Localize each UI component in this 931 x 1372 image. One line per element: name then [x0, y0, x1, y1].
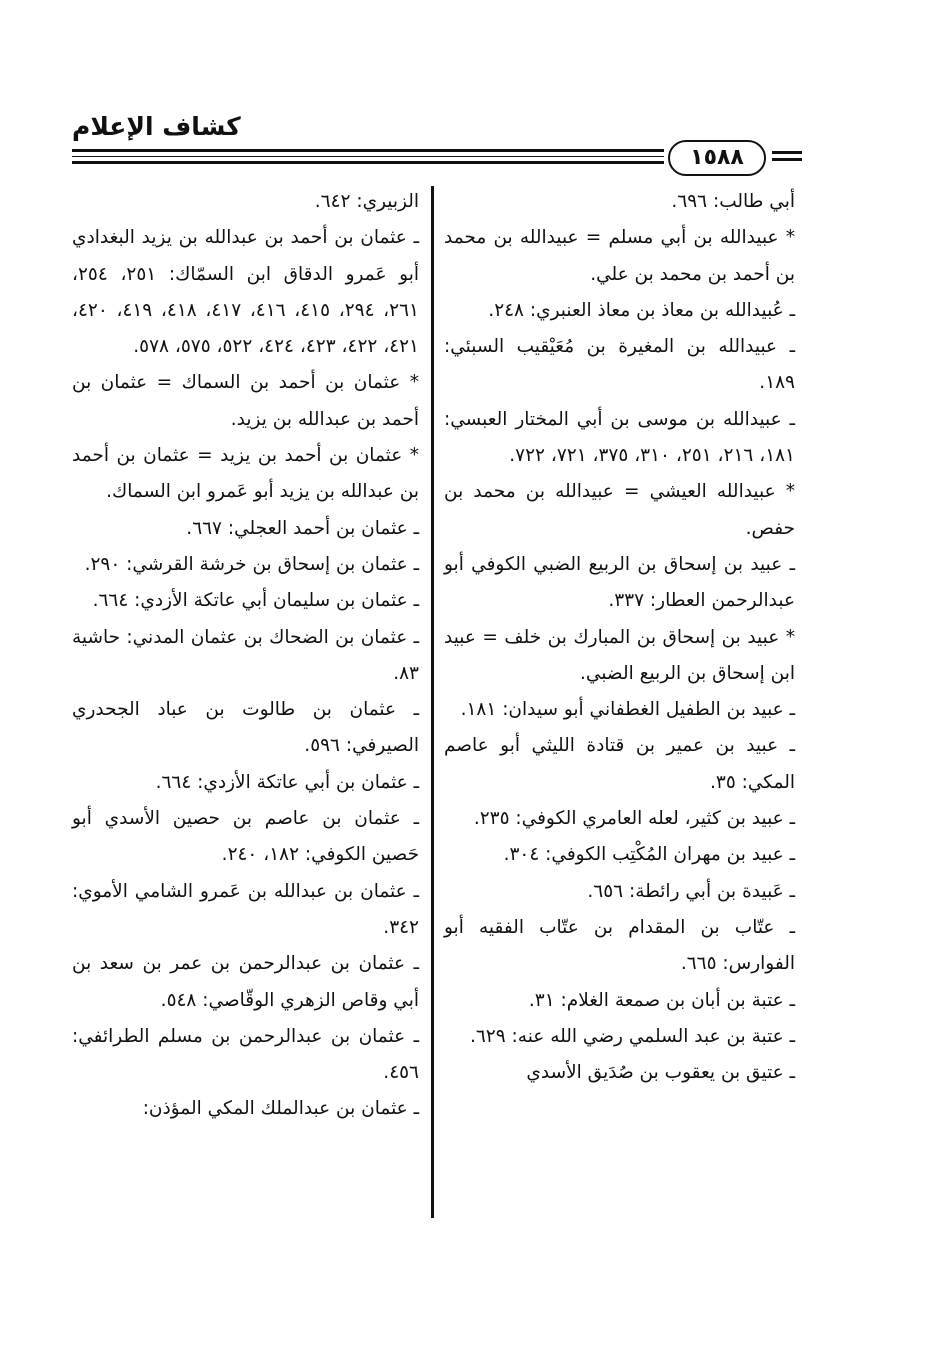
index-entry: ـ عثمان بن عبدالله بن عَمرو الشامي الأموي: ٣٤٢.: [72, 880, 419, 938]
index-entry: الزبيري: ٦٤٢.: [314, 191, 419, 212]
index-entry: ـ عبيد بن عمير بن قتادة الليثي أبو عاصم المكي: ٣٥.: [444, 735, 795, 793]
index-entry: ـ عتيق بن يعقوب بن صُدَيق الأسدي: [526, 1062, 795, 1084]
index-entry: ـ عتبة بن عبد السلمي رضي الله عنه: ٦٢٩.: [469, 1025, 795, 1047]
index-entry: ـ عثمان بن عاصم بن حصين الأسدي أبو حَصين الكوفي: ١٨٢، ٢٤٠.: [72, 808, 419, 866]
index-entry: ـ عُبيدالله بن معاذ بن معاذ العنبري: ٢٤٨.: [488, 299, 795, 321]
index-entry: ـ عبيدالله بن المغيرة بن مُعَيْقيب السبئي: ١٨٩.: [444, 336, 795, 394]
index-entry: ـ عثمان بن أبي عاتكة الأزدي: ٦٦٤.: [155, 771, 419, 793]
header-rule-right: [772, 151, 802, 165]
index-column-right: [444, 184, 795, 1091]
index-entry: * عبيد بن إسحاق بن المبارك بن خلف = عبيد ابن إسحاق بن الربيع الضبي.: [444, 626, 795, 684]
column-divider: [431, 186, 434, 1218]
index-entry: ـ عبيد بن الطفيل الغطفاني أبو سيدان: ١٨١.: [460, 699, 795, 721]
index-entry: ـ عثمان بن عبدالملك المكي المؤذن:: [142, 1098, 419, 1120]
index-entry: ـ عثمان بن إسحاق بن خرشة القرشي: ٢٩٠.: [84, 553, 419, 575]
index-entry: ـ عتّاب بن المقدام بن عتّاب الفقيه أبو الفوارس: ٦٦٥.: [444, 916, 795, 975]
index-entry: ـ عبيد بن مهران المُكْتِب الكوفي: ٣٠٤.: [503, 844, 795, 866]
index-entry: ـ عبيد بن كثير، لعله العامري الكوفي: ٢٣٥.: [473, 808, 795, 830]
index-entry: * عثمان بن أحمد بن يزيد = عثمان بن أحمد بن عبدالله بن يزيد أبو عَمرو ابن السماك.: [72, 445, 419, 503]
index-entry: ـ عثمان بن عبدالرحمن بن عمر بن سعد بن أبي وقاص الزهري الوقّاصي: ٥٤٨.: [72, 953, 419, 1011]
index-entry: ـ عتبة بن أبان بن صمعة الغلام: ٣١.: [528, 989, 795, 1011]
index-column-left: [72, 184, 419, 1128]
index-entry: ـ عبيدالله بن موسى بن أبي المختار العبسي: ١٨١، ٢١٦، ٢٥١، ٣١٠، ٣٧٥، ٧٢١، ٧٢٢.: [444, 408, 795, 467]
index-entry: ـ عَبيدة بن أبي رائطة: ٦٥٦.: [587, 880, 795, 902]
page-number: ١٥٨٨: [668, 140, 766, 176]
index-entry: ـ عثمان بن طالوت بن عباد الجحدري الصيرفي: ٥٩٦.: [72, 699, 419, 757]
index-entry: * عثمان بن أحمد بن السماك = عثمان بن أحمد بن عبدالله بن يزيد.: [72, 372, 419, 430]
index-entry: ـ عثمان بن الضحاك بن عثمان المدني: حاشية ٨٣.: [72, 626, 419, 684]
index-entry: أبي طالب: ٦٩٦.: [671, 191, 795, 212]
index-entry: ـ عثمان بن عبدالرحمن بن مسلم الطرائفي: ٤٥٦.: [72, 1025, 419, 1084]
index-entry: ـ عبيد بن إسحاق بن الربيع الضبي الكوفي أبو عبدالرحمن العطار: ٣٣٧.: [444, 553, 795, 612]
index-entry: * عبيدالله العيشي = عبيدالله بن محمد بن حفص.: [444, 481, 795, 539]
index-entry: ـ عثمان بن أحمد بن عبدالله بن يزيد البغدادي أبو عَمرو الدقاق ابن السمّاك: ٢٥١، ٢٥٤، ٢٦١، ٢٩٤، ٤١٥، ٤١٦، ٤١٧، ٤١٨، ٤١٩، ٤٢٠، ٤٢١، ٤٢٢، ٤٢٣، ٤٢٤، ٥٢٢، ٥٧٥، ٥٧٨.: [72, 227, 419, 358]
index-entry: ـ عثمان بن أحمد العجلي: ٦٦٧.: [186, 517, 419, 539]
running-header-title: كشاف الإعلام: [72, 112, 241, 141]
header-rule: [72, 149, 664, 168]
index-entry: ـ عثمان بن سليمان أبي عاتكة الأزدي: ٦٦٤.: [92, 590, 419, 612]
index-entry: * عبيدالله بن أبي مسلم = عبيدالله بن محمد بن أحمد بن محمد بن علي.: [444, 227, 795, 285]
